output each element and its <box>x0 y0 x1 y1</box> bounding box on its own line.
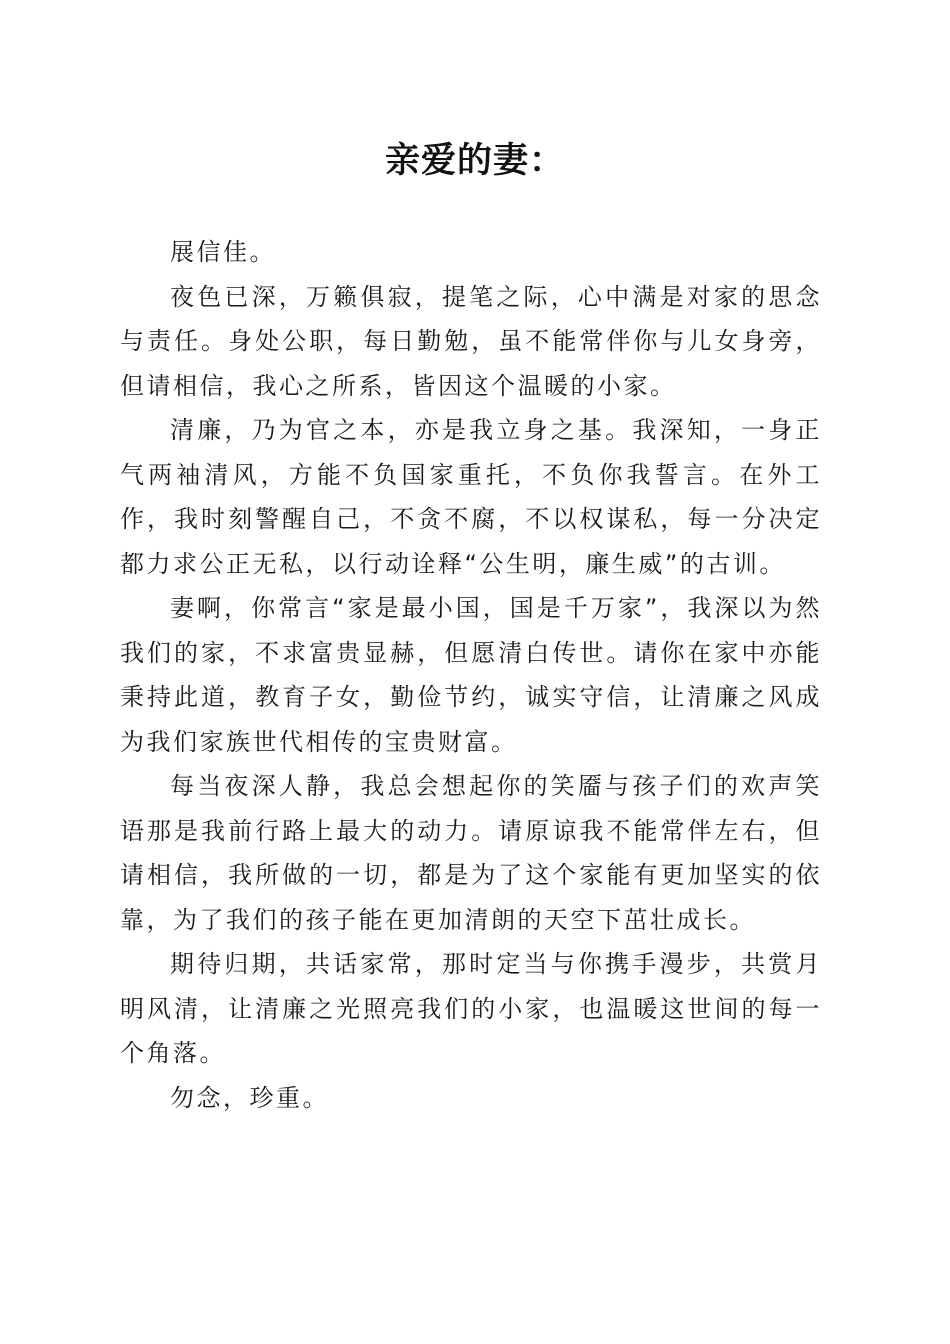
letter-body <box>120 230 822 1120</box>
paragraph-longing: 夜色已深，万籁俱寂，提笔之际，心中满是对家的思念与责任。身处公职，每日勤勉，虽不能常伴你与儿女身旁，但请相信，我心之所系，皆因这个温暖的小家。 <box>120 282 822 400</box>
letter-title: 亲爱的妻： <box>384 140 565 181</box>
paragraph-motivation: 每当夜深人静，我总会想起你的笑靥与孩子们的欢声笑语那是我前行路上最大的动力。请原谅我不能常伴左右，但请相信，我所做的一切，都是为了这个家能有更加坚实的依靠，为了我们的孩子能在更加清朗的天空下茁壮成长。 <box>120 772 822 934</box>
paragraph-integrity: 清廉，乃为官之本，亦是我立身之基。我深知，一身正气两袖清风，方能不负国家重托，不负你我誓言。在外工作，我时刻警醒自己，不贪不腐，不以权谋私，每一分决定都力求公正无私，以行动诠释“公生明，廉生威”的古训。 <box>120 416 822 578</box>
paragraph-reunion: 期待归期，共话家常，那时定当与你携手漫步，共赏月明风清，让清廉之光照亮我们的小家，也温暖这世间的每一个角落。 <box>120 950 822 1067</box>
paragraph-family-values: 妻啊，你常言“家是最小国，国是千万家”，我深以为然我们的家，不求富贵显赫，但愿清白传世。请你在家中亦能秉持此道，教育子女，勤俭节约，诚实守信，让清廉之风成为我们家族世代相传的宝贵财富。 <box>120 594 822 756</box>
paragraph-greeting: 展信佳。 <box>170 238 276 266</box>
paragraph-closing: 勿念，珍重。 <box>170 1083 329 1112</box>
